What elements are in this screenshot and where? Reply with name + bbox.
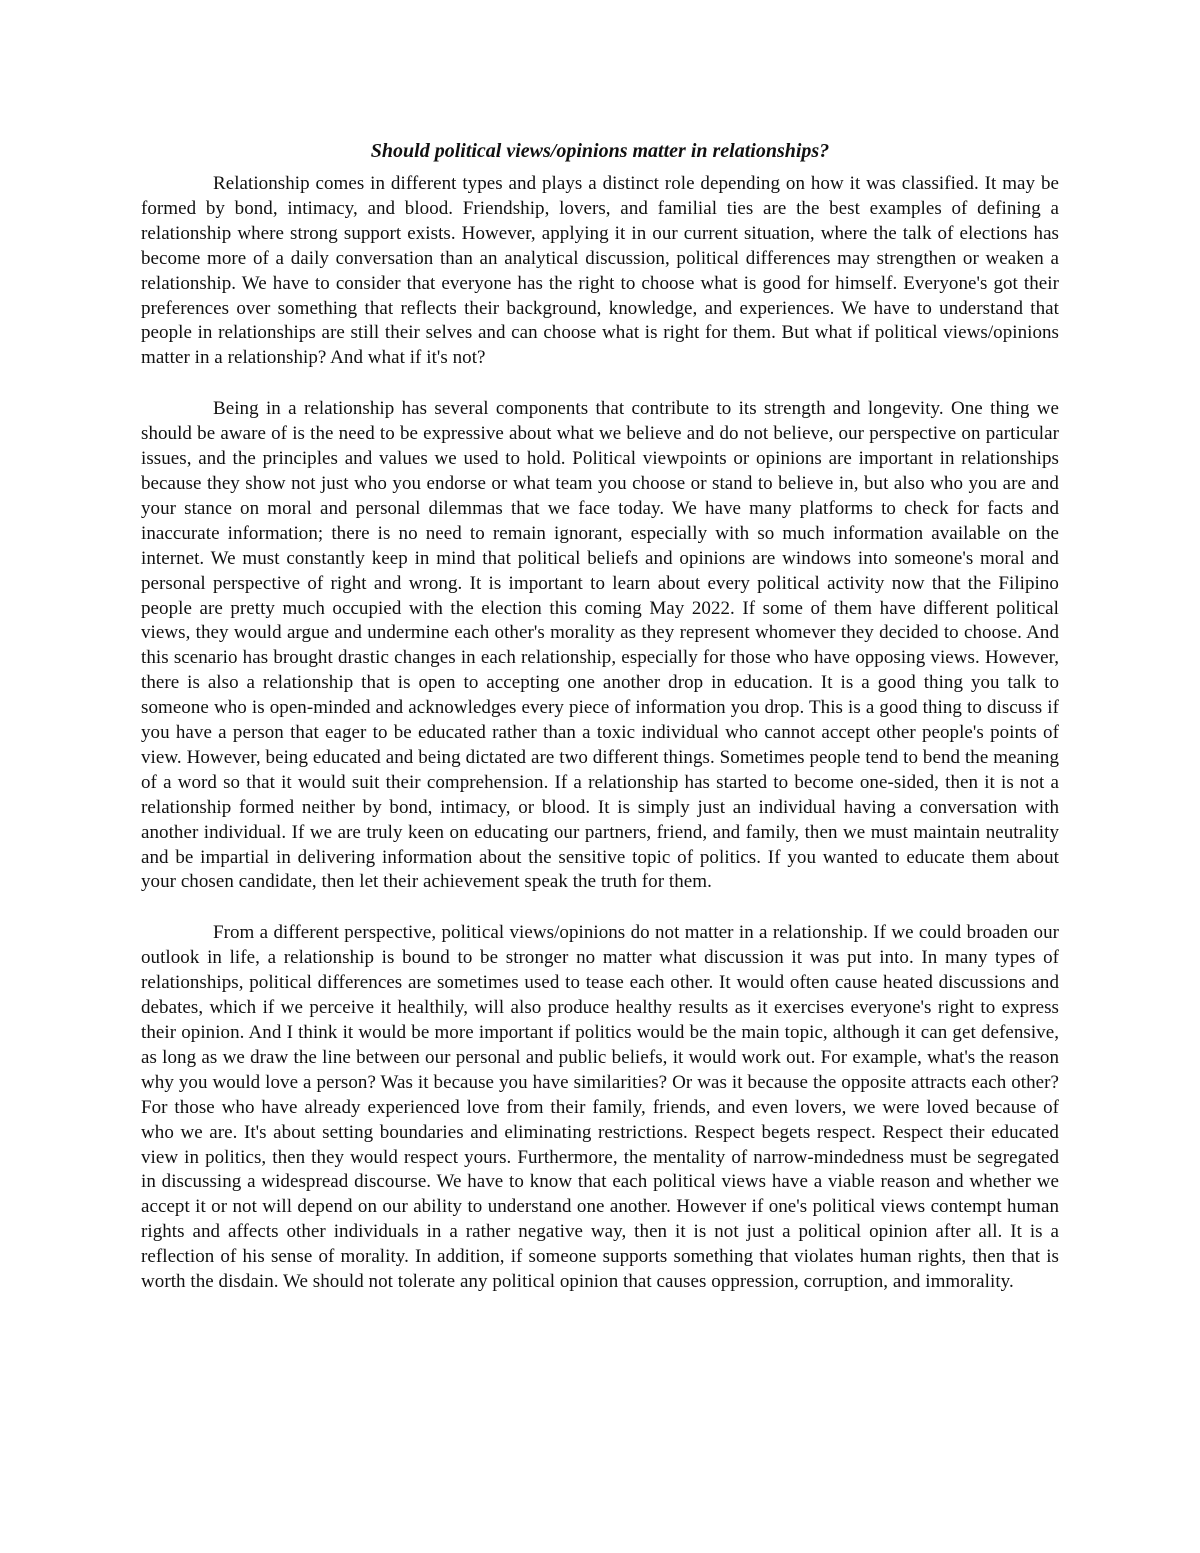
body-paragraph-3: From a different perspective, political views/opinions do not matter in a relationship. If we could broaden our outlook in life, a relationship is bound to be stronger no matter what discussion it was put into. In many types of relationships, political differences are sometimes used to tease each other. It would often cause heated discussions and debates, which if we perceive it healthily, will also produce healthy results as it exercises everyone's right to express their opinion. And I think it would be more important if politics would be the main topic, although it can get defensive, as long as we draw the line between our personal and public beliefs, it would work out. For example, what's the reason why you would love a person? Was it because you have similarities? Or was it because the opposite attracts each other? For those who have already experienced love from their family, friends, and even lovers, we were loved because of who we are. It's about setting boundaries and eliminating restrictions. Respect begets respect. Respect their educated view in politics, then they would respect yours. Furthermore, the mentality of narrow-mindedness must be segregated in discussing a widespread discourse. We have to know that each political views have a viable reason and whether we accept it or not will depend on our ability to understand one another. However if one's political views contempt human rights and affects other individuals in a rather negative way, then it is not just a political opinion after all. It is a reflection of his sense of morality. In addition, if someone supports something that violates human rights, then that is worth the disdain. We should not tolerate any political opinion that causes oppression, corruption, and immorality. <box>141 922 1059 1293</box>
document-page <box>141 138 1059 1295</box>
document-title: Should political views/opinions matter in relationships? <box>370 140 830 162</box>
body-paragraph-1: Relationship comes in different types and plays a distinct role depending on how it was classified. It may be formed by bond, intimacy, and blood. Friendship, lovers, and familial ties are the best examples of defining a relationship where strong support exists. However, applying it in our current situation, where the talk of elections has become more of a daily conversation than an analytical discussion, political differences may strengthen or weaken a relationship. We have to consider that everyone has the right to choose what is good for himself. Everyone's got their preferences over something that reflects their background, knowledge, and experiences. We have to understand that people in relationships are still their selves and can choose what is right for them. But what if political views/opinions matter in a relationship? And what if it's not? <box>141 173 1059 369</box>
body-paragraph-2: Being in a relationship has several components that contribute to its strength and longevity. One thing we should be aware of is the need to be expressive about what we believe and do not believe, our perspective on particular issues, and the principles and values we used to hold. Political viewpoints or opinions are important in relationships because they show not just who you endorse or what team you choose or stand to believe in, but also who you are and your stance on moral and personal dilemmas that we face today. We have many platforms to check for facts and inaccurate information; there is no need to remain ignorant, especially with so much information available on the internet. We must constantly keep in mind that political beliefs and opinions are windows into someone's moral and personal perspective of right and wrong. It is important to learn about every political activity now that the Filipino people are pretty much occupied with the election this coming May 2022. If some of them have different political views, they would argue and undermine each other's morality as they represent whomever they decided to choose. And this scenario has brought drastic changes in each relationship, especially for those who have opposing views. However, there is also a relationship that is open to accepting one another drop in education. It is a good thing you talk to someone who is open-minded and acknowledges every piece of information you drop. This is a good thing to discuss if you have a person that eager to be educated rather than a toxic individual who cannot accept other people's points of view. However, being educated and being dictated are two different things. Sometimes people tend to bend the meaning of a word so that it would suit their comprehension. If a relationship has started to become one-sided, then it is not a relationship formed neither by bond, intimacy, or blood. It is simply just an individual having a conversation with another individual. If we are truly keen on educating our partners, friend, and family, then we must maintain neutrality and be impartial in delivering information about the sensitive topic of politics. If you wanted to educate them about your chosen candidate, then let their achievement speak the truth for them. <box>141 398 1059 893</box>
